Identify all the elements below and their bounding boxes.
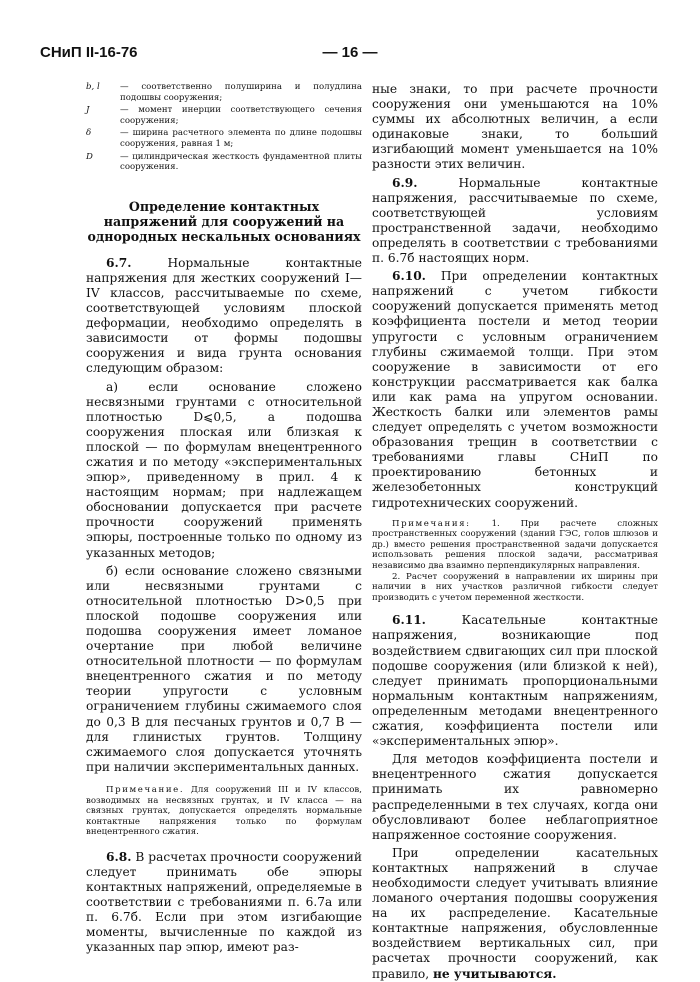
page-header xyxy=(40,44,670,66)
emphasis-text: не учитываются. xyxy=(433,966,557,981)
note xyxy=(86,785,362,838)
right-column xyxy=(372,82,658,982)
paragraph-6-7b: б) если основание сложено связными или несвязными грунтами с относительной плотностью D>0,5 при плоской подошве сооружения или подошва сооружения имеет ломаное очертание при любой величине относительной плотности — по формулам внецентренного сжатия и по методу теории упругости с условным ограничением глубины сжимаемого слоя до 0,3 B для песчаных грунтов и 0,7 B — для глинистых грунтов. Толщину сжимаемого слоя допускается уточнять при наличии экспериментальных данных. xyxy=(86,563,362,774)
notation-list xyxy=(86,82,362,173)
notation-term: b, l xyxy=(86,82,100,92)
notation-item xyxy=(86,128,362,149)
paragraph-text: Нормальные контактные напряжения для жестких сооружений I—IV классов, рассчитываемые по схеме, соответствующей условиям плоской деформации, необходимо определять в зависимости от формы подошвы сооружения и вида грунта основания следующим образом: xyxy=(86,255,362,376)
notation-desc: — ширина расчетного элемента по длине подошвы сооружения, равная 1 м; xyxy=(120,128,362,149)
note-text: Для сооружений III и IV классов, возводимых на несвязных грунтах, и IV класса — на связных грунтах, допускается определять нормальные контактные напряжения только по формулам внецентренного сжатия. xyxy=(86,784,362,838)
paragraph-text: Нормальные контактные напряжения, рассчитываемые по схеме, соответствующей условиям пространственной задачи, необходимо определять в соответствии с требованиями п. 6.7б настоящих норм. xyxy=(372,175,658,266)
note-2: 2. Расчет сооружений в направлении их ширины при наличии в них участков различной гибкости следует производить с учетом переменной жесткости. xyxy=(372,571,658,603)
note-label: Примечание. xyxy=(106,784,185,795)
notation-desc: — момент инерции соответствующего сечения сооружения; xyxy=(120,105,362,126)
notation-desc: — цилиндрическая жесткость фундаментной плиты сооружения. xyxy=(120,151,362,173)
page-number: — 16 — xyxy=(322,44,378,61)
paragraph-6-11 xyxy=(372,613,658,749)
paragraph-text: При определении контактных напряжений с учетом гибкости сооружений допускается применять метод коэффициента постели и метод теории упругости с условным ограничением глубины сжимаемой толщи. При этом сооружение в зависимости от его конструкции рассматривается как балка или как рама на упругом основании. Жесткость балки или элементов рамы следует определять с учетом возможности образования трещин в соответствии с требованиями главы СНиП по проектированию бетонных и железобетонных конструкций гидротехнических сооружений. xyxy=(372,269,658,510)
left-column xyxy=(86,82,362,956)
clause-number: 6.9. xyxy=(392,175,418,190)
section-title: Определение контактных напряжений для сооружений на однородных нескальных основаниях xyxy=(87,198,361,244)
notation-term: D xyxy=(86,151,93,162)
notes-label: Примечания: xyxy=(392,518,471,529)
paragraph-6-7 xyxy=(86,256,362,377)
note-1: 1. При расчете сложных пространственных сооружений (зданий ГЭС, голов шлюзов и др.) вместо решения пространственной задачи допускается использовать решения плоской задачи, рассматривая независимо два взаимно перпендикулярных направления. xyxy=(372,518,658,571)
clause-number: 6.10. xyxy=(392,269,426,284)
paragraph-6-10 xyxy=(372,269,658,511)
paragraph-6-8 xyxy=(86,850,362,956)
clause-number: 6.7. xyxy=(106,255,132,270)
notation-item xyxy=(86,152,362,173)
paragraph-6-11-b: Для методов коэффициента постели и внецентренного сжатия допускается принимать их равномерно распределенными в тех случаях, когда они обусловливают более неблагоприятное напряженное состояние сооружения. xyxy=(372,752,658,842)
clause-number: 6.8. xyxy=(106,849,132,864)
notation-desc: — соответственно полуширина и полудлина подошвы сооружения; xyxy=(120,82,362,103)
notation-item xyxy=(86,82,362,103)
notation-term: J xyxy=(86,105,90,116)
paragraph-6-8-continued: ные знаки, то при расчете прочности сооружения они уменьшаются на 10% суммы их абсолютных величин, а если одинаковые знаки, то больший изгибающий момент уменьшается на 10% разности этих величин. xyxy=(372,82,658,172)
paragraph-6-7a: а) если основание сложено несвязными грунтами с относительной плотностью D⩽0,5, а подошва сооружения плоская или близкая к плоской — по формулам внецентренного сжатия и по методу «экспериментальных эпюр», приведенному в прил. 4 к настоящим нормам; при надлежащем обосновании допускается при расчете прочности сооружений применять эпюры, построенные только по одному из указанных методов; xyxy=(86,379,362,560)
paragraph-text: При определении касательных контактных напряжений в случае необходимости следует учитывать влияние ломаного очертания подошвы сооружения на их распределение. Касательные контактные напряжения, обусловленные воздействием вертикальных сил, при расчетах прочности сооружений, как правило, xyxy=(372,845,658,981)
paragraph-text: Касательные контактные напряжения, возникающие под воздействием сдвигающих сил при плоской подошве сооружения (или близкой к ней), следует принимать пропорциональными нормальным контактным напряжениям, определенным методами внецентренного сжатия, коэффициента постели или «экспериментальных эпюр». xyxy=(372,613,659,749)
document-code: СНиП II-16-76 xyxy=(40,44,138,61)
clause-number: 6.11. xyxy=(392,613,426,628)
notes xyxy=(372,519,658,572)
paragraph-6-11-c xyxy=(372,846,658,982)
notation-item xyxy=(86,105,362,126)
paragraph-6-9 xyxy=(372,176,658,267)
paragraph-text: В расчетах прочности сооружений следует принимать обе эпюры контактных напряжений, определяемые в соответствии с требованиями п. 6.7а или п. 6.7б. Если при этом изгибающие моменты, вычисленные по каждой из указанных пар эпюр, имеют раз- xyxy=(86,849,362,955)
notation-term: δ xyxy=(86,128,92,139)
